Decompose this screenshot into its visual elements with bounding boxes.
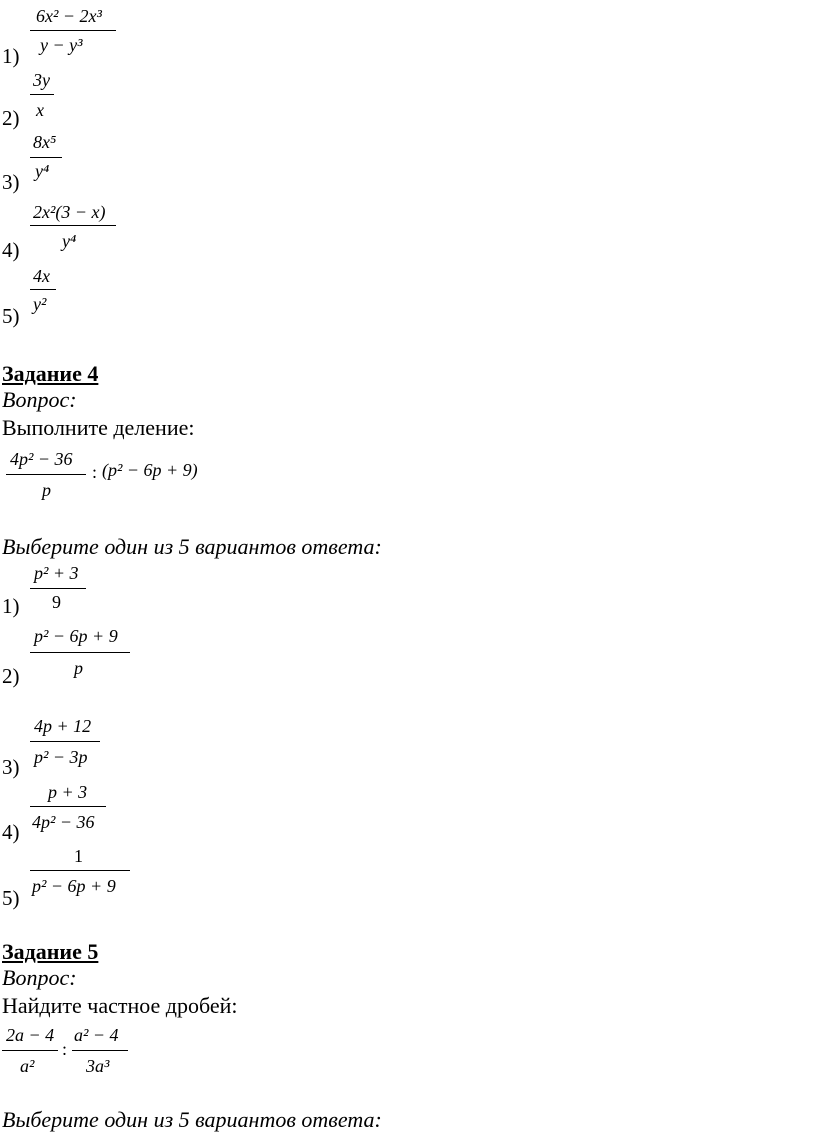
- fraction-bar: [72, 1050, 128, 1051]
- task-4-heading: Задание 4: [2, 361, 99, 386]
- fraction-bar: [30, 289, 56, 290]
- fraction-1-numerator: 2a − 4: [6, 1025, 55, 1045]
- fraction-bar: [6, 474, 86, 475]
- task-5-heading: Задание 5: [2, 939, 99, 964]
- fraction-bar: [30, 652, 130, 653]
- fraction-numerator: 8x⁵: [33, 132, 57, 152]
- fraction-bar: [30, 157, 62, 158]
- option-label: 3): [2, 170, 20, 194]
- option-label: 1): [2, 44, 20, 68]
- fraction-bar: [30, 588, 86, 589]
- fraction-denominator: y⁴: [62, 231, 77, 251]
- fraction-numerator: 1: [74, 846, 83, 866]
- division-sign: :: [62, 1039, 68, 1059]
- choose-instruction: Выберите один из 5 вариантов ответа:: [2, 534, 382, 559]
- question-text: Найдите частное дробей:: [2, 993, 238, 1018]
- option-label: 1): [2, 594, 20, 618]
- fraction-numerator: p² − 6p + 9: [34, 626, 118, 646]
- fraction-bar: [30, 225, 116, 226]
- question-text: Выполните деление:: [2, 415, 195, 440]
- fraction-bar: [30, 94, 54, 95]
- fraction-2-denominator: 3a³: [86, 1056, 110, 1076]
- fraction-denominator: y²: [33, 294, 47, 314]
- option-label: 2): [2, 106, 20, 130]
- fraction-numerator: 3y: [33, 70, 50, 90]
- option-label: 4): [2, 238, 20, 262]
- fraction-bar: [30, 741, 100, 742]
- fraction-1-denominator: a²: [20, 1056, 35, 1076]
- fraction-numerator: p² + 3: [34, 563, 79, 583]
- fraction-denominator: p² − 6p + 9: [32, 876, 116, 896]
- option-label: 5): [2, 304, 20, 328]
- fraction-2-numerator: a² − 4: [74, 1025, 119, 1045]
- question-label: Вопрос:: [2, 965, 77, 990]
- fraction-numerator: 2x²(3 − x): [33, 202, 106, 222]
- option-label: 5): [2, 886, 20, 910]
- option-label: 2): [2, 664, 20, 688]
- fraction-bar: [30, 870, 130, 871]
- fraction-denominator: 9: [52, 592, 61, 612]
- fraction-numerator: 4p + 12: [34, 716, 92, 736]
- fraction-denominator: y⁴: [35, 161, 50, 181]
- division-sign: :: [92, 462, 98, 482]
- option-label: 3): [2, 755, 20, 779]
- fraction-bar: [30, 30, 116, 31]
- expression-denominator: p: [42, 480, 51, 500]
- fraction-numerator: 4x: [33, 266, 50, 286]
- fraction-bar: [30, 806, 106, 807]
- expression-numerator: 4p² − 36: [10, 449, 73, 469]
- fraction-bar: [2, 1050, 58, 1051]
- expression-divisor: (p² − 6p + 9): [102, 460, 198, 480]
- fraction-numerator: p + 3: [48, 782, 88, 802]
- fraction-denominator: y − y³: [40, 35, 83, 55]
- fraction-numerator: 6x² − 2x³: [36, 6, 102, 26]
- question-label: Вопрос:: [2, 387, 77, 412]
- fraction-denominator: p: [74, 658, 83, 678]
- fraction-denominator: p² − 3p: [34, 747, 88, 767]
- fraction-denominator: x: [36, 100, 44, 120]
- option-label: 4): [2, 820, 20, 844]
- fraction-denominator: 4p² − 36: [32, 812, 95, 832]
- choose-instruction: Выберите один из 5 вариантов ответа:: [2, 1107, 382, 1132]
